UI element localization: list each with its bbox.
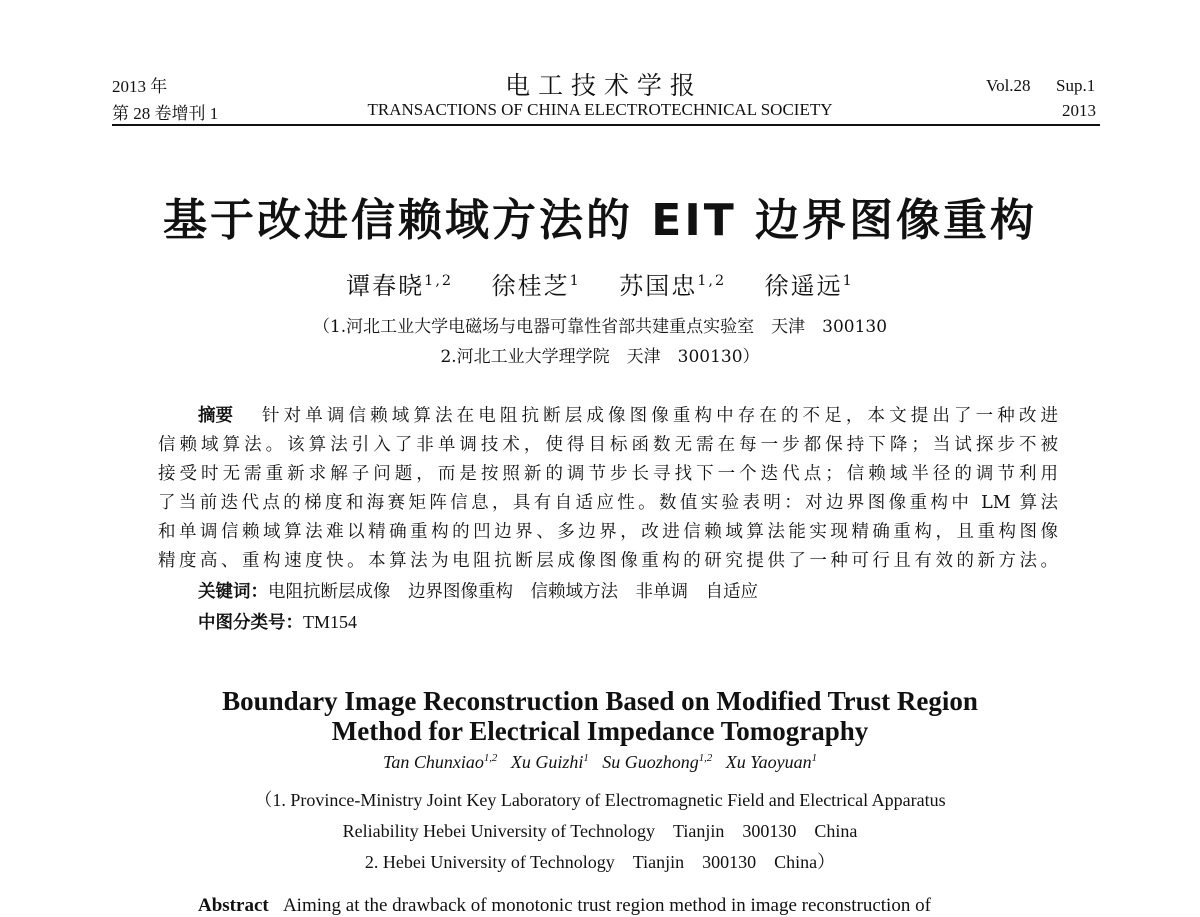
author-sup: 1,2 [698,752,713,764]
author-sup: 1 [569,273,581,289]
abstract-cn-line: 和单调信赖域算法难以精确重构的凹边界、多边界，改进信赖域算法能实现精确重构，且重构图像 [158,522,1058,542]
abstract-cn-label [198,402,233,431]
author-en: Xu Yaoyuan [725,752,812,772]
abstract-cn-line: 了当前迭代点的梯度和海赛矩阵信息，具有自适应性。数值实验表明：对边界图像重构中 LM 算法 [158,493,1058,513]
affiliation-en-3: 2. Hebei University of Technology Tianjin 300130 China） [364,852,836,872]
abstract-en-text: Aiming at the drawback of monotonic trust region method in image reconstruction of [282,895,931,916]
affiliation-en-2: Reliability Hebei University of Technology Tianjin 300130 China [342,821,858,841]
paper-title-en-line-1: Boundary Image Reconstruction Based on Modified Trust Region [222,686,978,716]
author-sup: 1 [842,273,854,289]
keywords-cn [198,578,758,607]
authors-en [0,752,1200,773]
abstract-cn-line: 接受时无需重新求解子问题，而是按照新的调节步长寻找下一个迭代点；信赖域半径的调节利用 [158,464,1058,484]
header-volume-cn: 第 28 卷增刊 1 [112,104,219,123]
affiliation-cn-2: 2.河北工业大学理学院 天津 300130） [440,347,760,367]
journal-name-en: TRANSACTIONS OF CHINA ELECTROTECHNICAL SOCIETY [367,100,833,119]
author-en: Xu Guizhi [510,752,584,772]
paper-title-cn: 基于改进信赖域方法的 EIT 边界图像重构 [162,195,1038,246]
author-cn: 苏国忠 [619,272,698,300]
affiliation-cn-1: （1.河北工业大学电磁场与电器可靠性省部共建重点实验室 天津 300130 [312,317,888,337]
keywords-list: 电阻抗断层成像 边界图像重构 信赖域方法 非单调 自适应 [268,582,758,602]
author-en: Tan Chunxiao [382,752,484,772]
header-volume-en: Vol.28 [986,76,1031,95]
abstract-en-label: Abstract [198,895,269,916]
journal-name-cn: 电 工 技 术 学 报 [505,71,695,100]
abstract-en [198,895,931,917]
clc-label: 中图分类号： [198,613,303,633]
authors-cn [0,266,1200,301]
abstract-cn-label-text: 摘要 [198,406,233,426]
author-cn: 徐桂芝 [491,272,570,300]
author-cn: 徐遥远 [764,272,843,300]
author-en: Su Guozhong [602,752,699,772]
author-sup: 1 [583,752,589,764]
clc-number [198,608,357,638]
abstract-cn-line: 信赖域算法。该算法引入了非单调技术，使得目标函数无需在每一步都保持下降；当试探步不被 [158,435,1058,455]
keywords-label: 关键词： [198,582,268,602]
author-cn: 谭春晓 [346,272,425,300]
abstract-cn-line: 精度高、重构速度快。本算法为电阻抗断层成像图像重构的研究提供了一种可行且有效的新方法。 [158,551,1058,571]
author-sup: 1,2 [424,273,454,289]
header-rule [112,124,1100,126]
author-sup: 1,2 [697,273,727,289]
clc-value: TM154 [303,612,357,632]
affiliation-en-1: （1. Province-Ministry Joint Key Laboratory of Electromagnetic Field and Electrical Apparatus [254,790,946,810]
header-year: 2013 年 [112,77,168,96]
header-year-right: 2013 [1062,101,1096,120]
author-sup: 1 [811,752,818,764]
abstract-cn-line: 针对单调信赖域算法在电阻抗断层成像图像重构中存在的不足，本文提出了一种改进 [262,406,1058,426]
header-supplement: Sup.1 [1056,76,1096,95]
author-sup: 1,2 [483,752,498,764]
paper-title-en-line-2: Method for Electrical Impedance Tomography [331,716,869,746]
